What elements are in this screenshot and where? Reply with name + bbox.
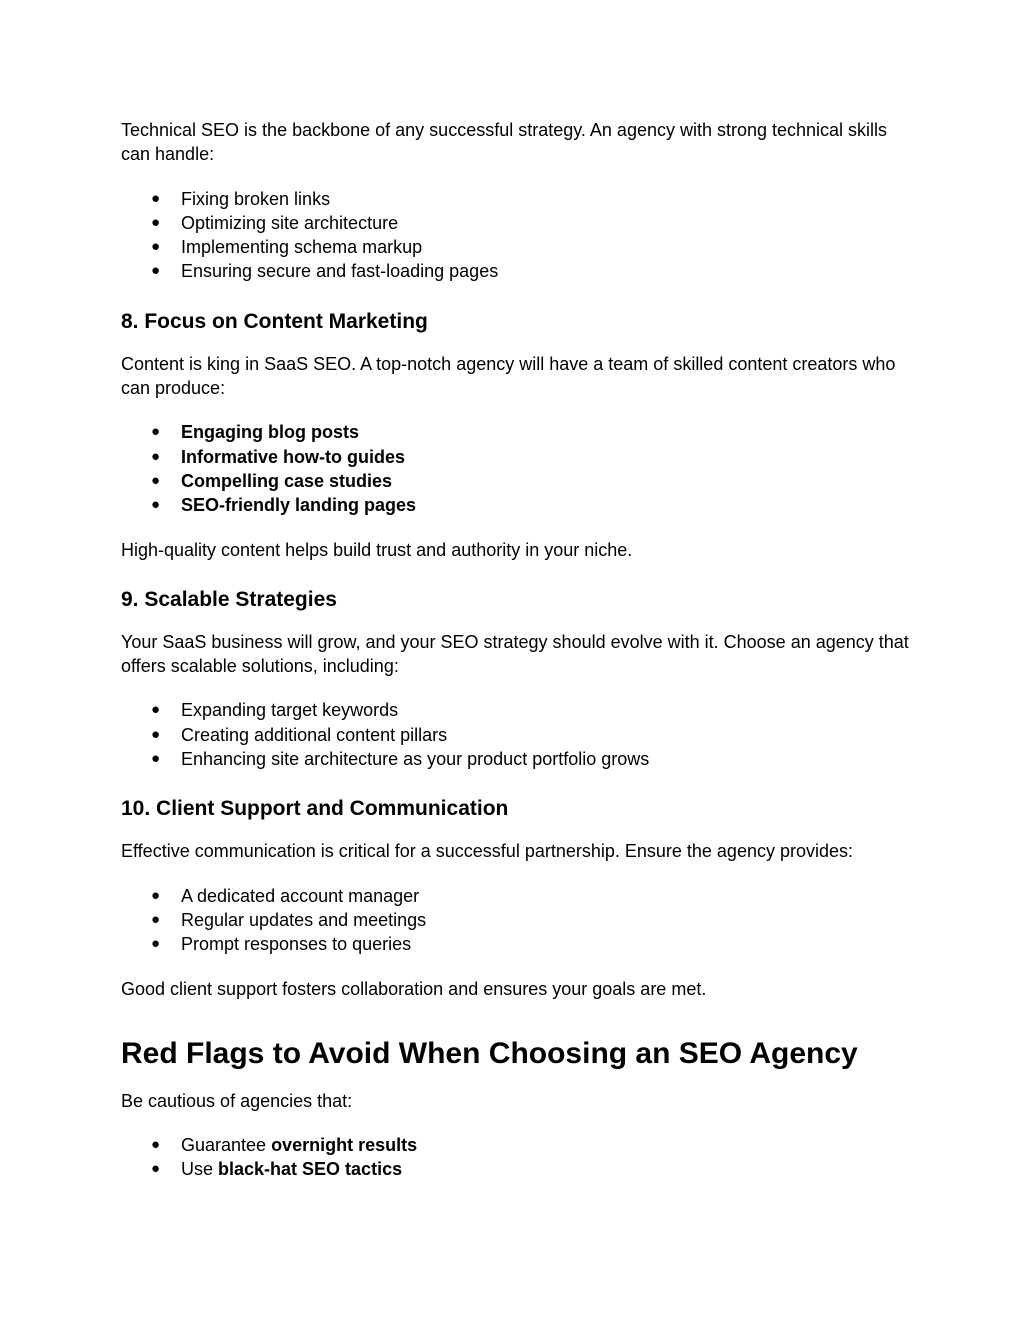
bullet-icon: ● (151, 447, 161, 465)
red-flags-paragraph: Be cautious of agencies that: (121, 1090, 353, 1111)
section-10-heading: 10. Client Support and Communication (121, 797, 509, 821)
bullet-icon: ● (151, 262, 161, 280)
list-item: ● Expanding target keywords (121, 698, 911, 722)
bullet-icon: ● (151, 701, 161, 719)
bullet-icon: ● (151, 935, 161, 953)
list-item: ● Optimizing site architecture (121, 211, 911, 235)
list-item: ● Ensuring secure and fast-loading pages (121, 259, 911, 283)
list-item: ● Compelling case studies (121, 469, 911, 493)
bullet-icon: ● (151, 886, 161, 904)
section-8-heading: 8. Focus on Content Marketing (121, 309, 428, 333)
list-item: ● Prompt responses to queries (121, 932, 911, 956)
section-10-closing: Good client support fosters collaboration and ensures your goals are met. (121, 978, 707, 999)
list-item: ● Enhancing site architecture as your product portfolio grows (121, 747, 911, 771)
bullet-icon: ● (151, 1136, 161, 1154)
list-item: ● Fixing broken links (121, 187, 911, 211)
list-item: ● Implementing schema markup (121, 235, 911, 259)
bullet-icon: ● (151, 496, 161, 514)
intro-paragraph: Technical SEO is the backbone of any successful strategy. An agency with strong technical skills can handle: (121, 120, 888, 165)
technical-skills-list (121, 187, 911, 284)
list-item: ● Regular updates and meetings (121, 908, 911, 932)
list-item: ● Use black-hat SEO tactics (121, 1157, 911, 1181)
list-item: ● Creating additional content pillars (121, 723, 911, 747)
list-item: ● A dedicated account manager (121, 884, 911, 908)
bullet-icon: ● (151, 750, 161, 768)
bullet-icon: ● (151, 238, 161, 256)
red-flags-list (121, 1133, 911, 1182)
list-item: ● SEO-friendly landing pages (121, 493, 911, 517)
document-page (121, 118, 911, 1182)
list-item: ● Informative how-to guides (121, 445, 911, 469)
bullet-icon: ● (151, 1160, 161, 1178)
bullet-icon: ● (151, 423, 161, 441)
section-9-heading: 9. Scalable Strategies (121, 587, 337, 611)
content-types-list (121, 420, 911, 517)
list-item: ● Engaging blog posts (121, 420, 911, 444)
support-list (121, 884, 911, 957)
section-9-paragraph: Your SaaS business will grow, and your SEO strategy should evolve with it. Choose an agency that offers scalable solutions, including: (121, 631, 909, 677)
bullet-icon: ● (151, 471, 161, 489)
bullet-icon: ● (151, 189, 161, 207)
section-8-paragraph: Content is king in SaaS SEO. A top-notch agency will have a team of skilled content creators who can produce: (121, 353, 896, 399)
section-10-paragraph: Effective communication is critical for a successful partnership. Ensure the agency provides: (121, 841, 854, 862)
section-8-closing: High-quality content helps build trust and authority in your niche. (121, 539, 633, 560)
list-item: ● Guarantee overnight results (121, 1133, 911, 1157)
bullet-icon: ● (151, 725, 161, 743)
red-flags-heading: Red Flags to Avoid When Choosing an SEO Agency (121, 1036, 858, 1070)
bullet-icon: ● (151, 910, 161, 928)
bullet-icon: ● (151, 213, 161, 231)
scalable-solutions-list (121, 698, 911, 771)
